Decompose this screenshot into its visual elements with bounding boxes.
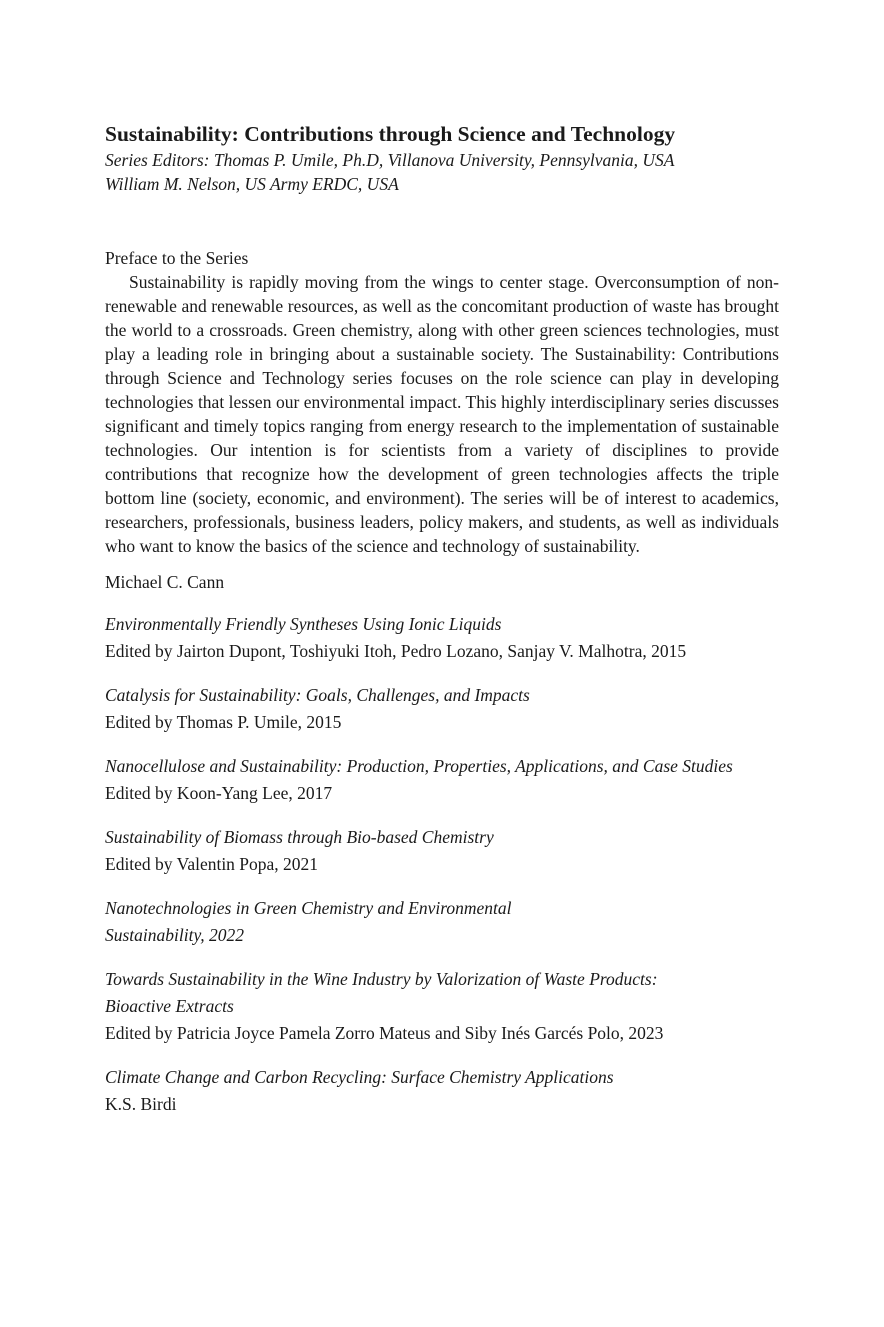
book-title: Nanotechnologies in Green Chemistry and Environmental Sustainability, 2022 (105, 898, 512, 945)
document-page (105, 120, 779, 1118)
preface-heading: Preface to the Series (105, 248, 249, 268)
book-title: Catalysis for Sustainability: Goals, Challenges, and Impacts (105, 685, 530, 705)
book-title: Nanocellulose and Sustainability: Production, Properties, Applications, and Case Studies (105, 756, 733, 776)
book-editors: Edited by Patricia Joyce Pamela Zorro Mateus and Siby Inés Garcés Polo, 2023 (105, 1023, 664, 1043)
book-item (105, 611, 779, 665)
book-editors: Edited by Valentin Popa, 2021 (105, 854, 319, 874)
book-item (105, 1064, 779, 1118)
book-item (105, 895, 779, 949)
book-title: Environmentally Friendly Syntheses Using Ionic Liquids (105, 614, 502, 634)
book-title: Towards Sustainability in the Wine Industry by Valorization of Waste Products: Bioactive Extracts (105, 969, 658, 1016)
book-item (105, 966, 779, 1047)
book-list (105, 611, 779, 1118)
book-editors: Edited by Koon-Yang Lee, 2017 (105, 783, 333, 803)
series-title: Sustainability: Contributions through Science and Technology (105, 122, 676, 146)
series-editors-line-2: William M. Nelson, US Army ERDC, USA (105, 174, 399, 194)
book-item (105, 753, 779, 807)
book-editors: Edited by Jairton Dupont, Toshiyuki Itoh, Pedro Lozano, Sanjay V. Malhotra, 2015 (105, 641, 687, 661)
book-item (105, 824, 779, 878)
book-title: Climate Change and Carbon Recycling: Surface Chemistry Applications (105, 1067, 614, 1087)
preface-body: Sustainability is rapidly moving from the wings to center stage. Overconsumption of non-renewable and renewable resources, as well as the concomitant production of waste has brought the world to a crossroads. Green chemistry, along with other green sciences technologies, must play a leading role in bringing about a sustainable society. The Sustainability: Contributions through Science and Technology series focuses on the role science can play in developing technologies that lessen our environmental impact. This highly interdisciplinary series discusses significant and timely topics ranging from energy research to the implementation of sustainable technologies. Our intention is for scientists from a variety of disciplines to provide contributions that recognize how the development of green technologies affects the triple bottom line (society, economic, and environment). The series will be of interest to academics, researchers, professionals, business leaders, policy makers, and students, as well as individuals who want to know the basics of the science and technology of sustainability. (105, 272, 779, 556)
series-editors-line-1: Series Editors: Thomas P. Umile, Ph.D, Villanova University, Pennsylvania, USA (105, 150, 675, 170)
book-title: Sustainability of Biomass through Bio-based Chemistry (105, 827, 494, 847)
preface-author: Michael C. Cann (105, 572, 225, 592)
book-editors: K.S. Birdi (105, 1094, 177, 1114)
book-editors: Edited by Thomas P. Umile, 2015 (105, 712, 342, 732)
book-item (105, 682, 779, 736)
